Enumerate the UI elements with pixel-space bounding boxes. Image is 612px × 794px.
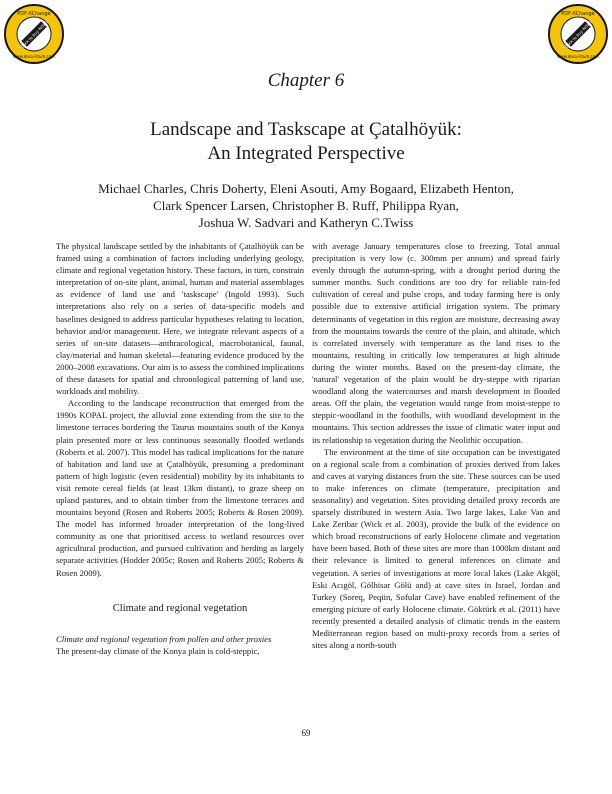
paragraph: The environment at the time of site occupation can be investigated on a regional scale from a combination of proxies derived from lakes and caves at varying distances from the site. These sources can be used to make inferences on climate (temperature, precipitation and seasonality) and vegetation. Sites providing detailed proxy records are sparsely distributed in western Asia. Two large lakes, Lake Van and Lake Zeribar (Wick et al. 2003), provide the bulk of the evidence on which broad reconstructions of early Holocene climate and vegetation have been based. Both of these sites are more than 1000km distant and their relevance is limited to general inferences on climate and vegetation. A series of investigations at more local lakes (Lake Akgöl, Eski Acıgöl, Gölhisar Gölü and) at cave sites in Israel, Jordan and Turkey (Soreq, Peqiin, Sofular Cave) have enabled refinement of the emerging picture of early Holocene climate. Göktürk et al. (2011) have recently presented a detailed analysis of climatic trends in the eastern Mediterranean region based on multi-proxy records from a series of sites along a north-south xyxy=(312,446,560,651)
paragraph: The present-day climate of the Konya plain is cold-steppic, xyxy=(56,645,260,656)
section-heading: Climate and regional vegetation xyxy=(112,602,248,614)
author-list xyxy=(0,180,612,231)
watermark-bottom-text: www.docu-track.com xyxy=(557,54,599,59)
watermark-middle-text: Click to buy NOW! xyxy=(19,19,50,50)
paragraph: According to the landscape reconstruction that emerged from the 1990s KOPAL project, the alluvial zone extending from the site to the limestone terraces bordering the Taurus mountains south of the Konya plain presented more or less continuous seasonally flooded wetlands (Roberts et al. 2007). This model has radical implications for the nature of habitation and land use at Çatalhöyük, presuming a predominant pattern of high logistic (even residential) mobility by its inhabitants to visit remote cereal fields (at least 13km distant), to graze sheep on upland pastures, and to obtain timber from the limestone terraces and mountains beyond (Rosen and Roberts 2005; Roberts & Rosen 2009). The model has informed broader interpretation of the long-lived community as one that prioritised access to wetland resources over agricultural production, and pursued cultivation and herding as largely separate activities (Hodder 2005c; Rosen and Roberts 2005; Roberts & Rosen 2009). xyxy=(56,398,304,578)
watermark-top-text: PDF-XChange xyxy=(561,11,595,17)
watermark-middle-text: Click to buy NOW! xyxy=(563,19,594,50)
chapter-title xyxy=(0,118,612,166)
watermark-icon xyxy=(6,6,62,62)
paragraph: The physical landscape settled by the inhabitants of Çatalhöyük can be framed using a combination of factors including underlying geology, climate and regional vegetation history. These factors, in turn, constrain interpretation of on-site plant, animal, human and material assemblages as evidence of land use and 'taskscape' (Ingold 1993). Such interpretations also rely on a series of data-specific models and baselines designed to address particular hypotheses relating to location, behavior and/or management. Here, we integrate relevant aspects of a series of on-site datasets—anthracological, macrobotanical, faunal, clay/material and human skeletal—featuring evidence produced by the 2000–2008 excavations. Our aim is to assess the combined implications of these datasets for spatial and chronological patterning of land use, workloads and mobility. xyxy=(56,241,304,397)
watermark-badge-right[interactable] xyxy=(548,4,608,64)
authors-line-1: Michael Charles, Chris Doherty, Eleni Asouti, Amy Bogaard, Elizabeth Henton, xyxy=(98,181,514,196)
subsection-heading: Climate and regional vegetation from pollen and other proxies xyxy=(56,633,272,644)
title-line-2: An Integrated Perspective xyxy=(207,143,405,164)
page-number: 69 xyxy=(301,728,311,738)
chapter-label: Chapter 6 xyxy=(267,70,345,91)
watermark-icon xyxy=(550,6,606,62)
left-column xyxy=(56,240,304,657)
watermark-bottom-text: www.docu-track.com xyxy=(13,54,55,59)
paragraph: with average January temperatures close to freezing. Total annual precipitation is very low (c. 300mm per annum) and spread fairly evenly through the autumn-spring, with a drought period during the summer months. Such conditions are too dry for reliable rain-fed cultivation of cereal and pulse crops, and today farming here is only possible due to extensive artificial irrigation system. The primary determinants of vegetation in this region are moisture, decreasing away from the mountains towards the centre of the plain, and altitude, which is correlated inversely with temperature as the land rises to the mountains, resulting in critically low temperatures at high altitude during the winter months. Based on the present-day climate, the 'natural' vegetation of the plain would be dry-steppe with riparian woodland along the watercourses and marsh development in flooded areas. Off the plain, the vegetation would range from moist-steppe to steppic-woodland in the foothills, with woodland development in the mountains. This section addresses the issue of climatic water input and its relationship to vegetation during the Neolithic occupation. xyxy=(312,241,560,445)
authors-line-2: Clark Spencer Larsen, Christopher B. Ruff, Philippa Ryan, xyxy=(153,198,459,213)
authors-line-3: Joshua W. Sadvari and Katheryn C.Twiss xyxy=(198,215,414,230)
watermark-top-text: PDF-XChange xyxy=(17,11,51,17)
right-column xyxy=(312,240,560,651)
title-line-1: Landscape and Taskscape at Çatalhöyük: xyxy=(150,119,462,140)
watermark-badge-left[interactable] xyxy=(4,4,64,64)
